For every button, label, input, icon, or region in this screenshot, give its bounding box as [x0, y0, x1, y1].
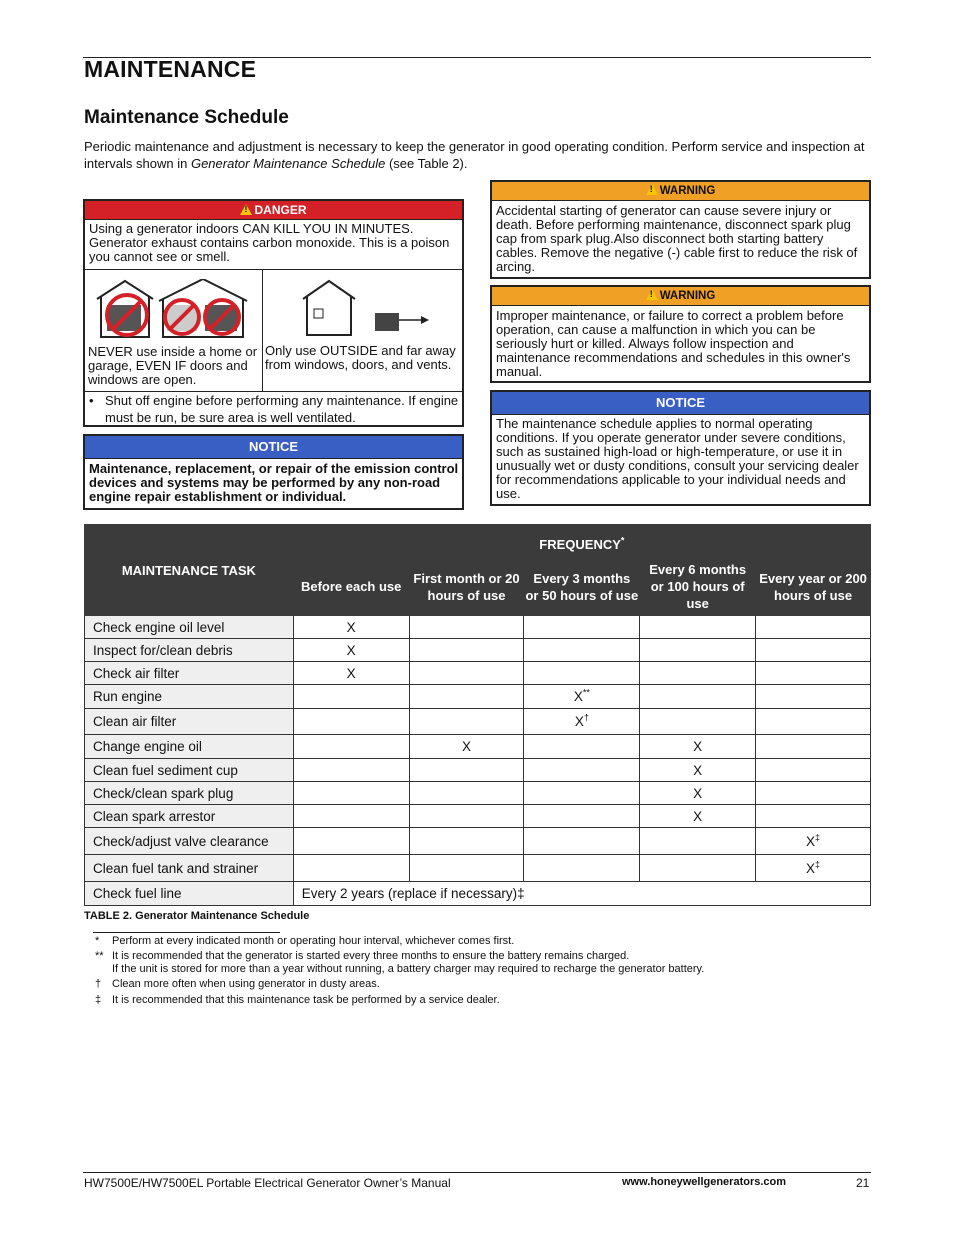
footnote-text: It is recommended that the generator is started every three months to ensure the battery remains charged. — [112, 950, 630, 962]
task-cell: Clean air filter — [85, 709, 294, 735]
cell-mark: X — [462, 739, 472, 754]
warning-triangle-icon: ! — [240, 204, 252, 215]
notice-right-text: The maintenance schedule applies to normal operating conditions. If you operate generator under severe conditions, such as sustained high-load or high-temperature, or use it in unusually wet or dusty conditions, consult your servicing dealer for recommendations applicable to your individual needs and use. — [496, 416, 859, 501]
notice-left-text: Maintenance, replacement, or repair of the emission control devices and systems may be performed by any non-road engine repair establishment or individual. — [89, 461, 459, 504]
frequency-cell — [524, 685, 640, 709]
frequency-cell — [756, 805, 871, 828]
table-row — [85, 828, 871, 855]
notice-left-header: NOTICE — [85, 436, 462, 459]
frequency-cell — [640, 805, 756, 828]
footnote-text: If the unit is stored for more than a year without running, a battery charger may required to recharge the generator battery. — [112, 963, 705, 975]
frequency-column-header: Before each use — [293, 558, 409, 616]
warning1-header — [492, 182, 869, 201]
table-row — [85, 735, 871, 759]
table-row — [85, 882, 871, 906]
cell-mark: X — [346, 665, 356, 681]
frequency-cell — [756, 828, 871, 855]
cell-mark: X — [806, 833, 816, 849]
cell-mark: X — [693, 762, 703, 778]
frequency-cell — [640, 782, 756, 805]
warning-triangle-icon: ! — [646, 289, 658, 300]
cell-mark: X — [806, 860, 816, 876]
cell-mark: X — [346, 642, 356, 658]
task-cell: Clean spark arrestor — [85, 805, 294, 828]
frequency-cell — [293, 709, 409, 735]
footnote-text: Clean more often when using generator in dusty areas. — [112, 978, 380, 990]
table-row — [85, 616, 871, 639]
task-cell: Check/clean spark plug — [85, 782, 294, 805]
warning-triangle-icon: ! — [646, 184, 658, 195]
frequency-column-header: First month or 20 hours of use — [409, 558, 524, 616]
footnote — [95, 935, 514, 948]
task-cell: Check/adjust valve clearance — [85, 828, 294, 855]
footnote-text: It is recommended that this maintenance task be performed by a service dealer. — [112, 994, 500, 1006]
frequency-cell — [524, 735, 640, 759]
frequency-cell — [409, 639, 524, 662]
warning1-text: Accidental starting of generator can cause severe injury or death. Before performing maintenance, disconnect spark plug cap from spark plug.Also disconnect both starting battery cables. Remove the negative (-) cable first to reduce the risk of arcing. — [496, 203, 858, 274]
frequency-cell — [640, 616, 756, 639]
footnote — [95, 963, 704, 976]
task-cell: Check air filter — [85, 662, 294, 685]
frequency-cell — [293, 639, 409, 662]
cell-footnote-mark: ‡ — [815, 832, 821, 842]
outdoor-use-icon — [301, 279, 441, 337]
task-cell: Check engine oil level — [85, 616, 294, 639]
warning2-box — [490, 285, 871, 383]
cell-mark: X — [573, 689, 583, 704]
frequency-cell — [756, 735, 871, 759]
task-cell: Clean fuel tank and strainer — [85, 855, 294, 882]
table-caption: TABLE 2. Generator Maintenance Schedule — [84, 910, 310, 922]
frequency-cell — [409, 685, 524, 709]
frequency-cell — [524, 616, 640, 639]
frequency-cell — [293, 735, 409, 759]
frequency-cell — [756, 616, 871, 639]
frequency-cell — [409, 828, 524, 855]
frequency-cell — [640, 709, 756, 735]
section-title: Maintenance Schedule — [84, 107, 289, 128]
frequency-cell — [524, 855, 640, 882]
danger-left-cell — [85, 270, 263, 391]
cell-mark: X — [346, 619, 356, 635]
task-cell: Run engine — [85, 685, 294, 709]
footnote — [95, 950, 629, 963]
footnote-symbol: ** — [95, 950, 104, 962]
footnote-text: Perform at every indicated month or operating hour interval, whichever comes first. — [112, 935, 515, 947]
frequency-cell — [293, 828, 409, 855]
intro-italic: Generator Maintenance Schedule — [190, 156, 386, 171]
footnote-symbol: * — [95, 935, 100, 947]
table-row — [85, 709, 871, 735]
danger-box — [83, 199, 464, 427]
footnote — [95, 994, 500, 1007]
frequency-label: FREQUENCY — [539, 537, 621, 552]
frequency-cell — [409, 805, 524, 828]
frequency-cell — [640, 735, 756, 759]
frequency-cell — [756, 662, 871, 685]
frequency-cell — [640, 662, 756, 685]
frequency-cell — [293, 855, 409, 882]
frequency-cell — [293, 662, 409, 685]
frequency-cell — [409, 855, 524, 882]
frequency-cell — [409, 759, 524, 782]
danger-left-caption: NEVER use inside a home or garage, EVEN IF doors and windows are open. — [88, 344, 258, 387]
danger-label: DANGER — [254, 203, 307, 217]
page-number: 21 — [856, 1176, 870, 1190]
frequency-cell — [756, 855, 871, 882]
frequency-footnote-mark: * — [620, 535, 625, 546]
footnote — [95, 978, 380, 991]
frequency-cell — [524, 805, 640, 828]
table-row — [85, 855, 871, 882]
notice-right-header: NOTICE — [492, 392, 869, 415]
task-column-header: MAINTENANCE TASK — [85, 525, 294, 616]
notice-left-box — [83, 434, 464, 510]
frequency-cell — [409, 735, 524, 759]
frequency-cell — [293, 685, 409, 709]
frequency-column-header: Every year or 200 hours of use — [756, 558, 871, 616]
table-row — [85, 639, 871, 662]
frequency-cell — [640, 855, 756, 882]
frequency-cell — [524, 709, 640, 735]
footnote-rule — [93, 932, 280, 933]
footer-website-link[interactable]: www.honeywellgenerators.com — [622, 1176, 787, 1188]
footnote-symbol: † — [95, 978, 102, 990]
intro-paragraph — [84, 138, 870, 172]
frequency-cell — [293, 616, 409, 639]
danger-text: Using a generator indoors CAN KILL YOU IN MINUTES. Generator exhaust contains carbon monoxide. This is a poison you cannot see or smell. — [89, 221, 450, 264]
footnote-symbol: ‡ — [95, 994, 102, 1006]
maintenance-schedule-table — [84, 524, 871, 906]
notice-right-box — [490, 390, 871, 506]
cell-footnote-mark: ** — [582, 687, 590, 698]
danger-header — [85, 201, 462, 220]
frequency-cell — [640, 759, 756, 782]
danger-right-caption: Only use OUTSIDE and far away from windows, doors, and vents. — [265, 343, 456, 372]
frequency-cell — [524, 759, 640, 782]
table-row — [85, 759, 871, 782]
frequency-cell — [293, 782, 409, 805]
frequency-cell — [756, 709, 871, 735]
footer-rule — [83, 1172, 871, 1173]
danger-right-cell — [263, 270, 462, 391]
frequency-column-header: Every 6 months or 100 hours of use — [640, 558, 756, 616]
fuel-line-note-cell: Every 2 years (replace if necessary)‡ — [293, 882, 870, 906]
page-title: MAINTENANCE — [84, 56, 257, 82]
warning2-text: Improper maintenance, or failure to correct a problem before operation, can cause a malfunction in which you can be seriously hurt or killed. Always follow inspection and maintenance recommendations and schedules in this owner's manual. — [496, 308, 851, 379]
warning2-label: WARNING — [659, 290, 716, 302]
bullet-icon: • — [89, 393, 94, 408]
frequency-header — [293, 525, 870, 558]
frequency-cell — [293, 759, 409, 782]
cell-footnote-mark: ‡ — [815, 859, 821, 869]
warning1-label: WARNING — [659, 185, 716, 197]
cell-mark: X — [693, 785, 703, 801]
task-cell: Inspect for/clean debris — [85, 639, 294, 662]
frequency-cell — [756, 759, 871, 782]
frequency-cell — [524, 782, 640, 805]
cell-footnote-mark: † — [583, 712, 589, 723]
warning1-box — [490, 180, 871, 279]
warning2-header — [492, 287, 869, 306]
frequency-cell — [409, 662, 524, 685]
table-row — [85, 782, 871, 805]
frequency-column-header: Every 3 months or 50 hours of use — [524, 558, 640, 616]
frequency-cell — [409, 782, 524, 805]
task-cell: Check fuel line — [85, 882, 294, 906]
danger-bullet — [89, 392, 459, 426]
frequency-cell — [524, 828, 640, 855]
task-cell: Clean fuel sediment cup — [85, 759, 294, 782]
frequency-cell — [640, 828, 756, 855]
task-cell: Change engine oil — [85, 735, 294, 759]
frequency-cell — [756, 782, 871, 805]
frequency-cell — [640, 639, 756, 662]
frequency-cell — [640, 685, 756, 709]
table-row — [85, 805, 871, 828]
danger-bullet-text: Shut off engine before performing any maintenance. If engine must be run, be sure area is well ventilated. — [105, 393, 459, 425]
frequency-cell — [524, 639, 640, 662]
cell-mark: X — [574, 714, 584, 729]
frequency-cell — [409, 616, 524, 639]
frequency-cell — [409, 709, 524, 735]
table-row — [85, 662, 871, 685]
cell-mark: X — [693, 808, 703, 824]
cell-mark: X — [693, 739, 703, 754]
danger-images-row — [85, 269, 462, 392]
footer-manual-title: HW7500E/HW7500EL Portable Electrical Generator Owner’s Manual — [84, 1176, 451, 1190]
frequency-cell — [524, 662, 640, 685]
frequency-cell — [756, 685, 871, 709]
no-indoor-use-icon — [87, 279, 262, 341]
intro-text: Periodic maintenance and adjustment is necessary to keep the generator in good operating condition. Perform service and inspection at intervals shown in — [84, 139, 865, 171]
intro-text-end: (see Table 2). — [385, 156, 468, 171]
frequency-cell — [756, 639, 871, 662]
table-row — [85, 685, 871, 709]
frequency-cell — [293, 805, 409, 828]
